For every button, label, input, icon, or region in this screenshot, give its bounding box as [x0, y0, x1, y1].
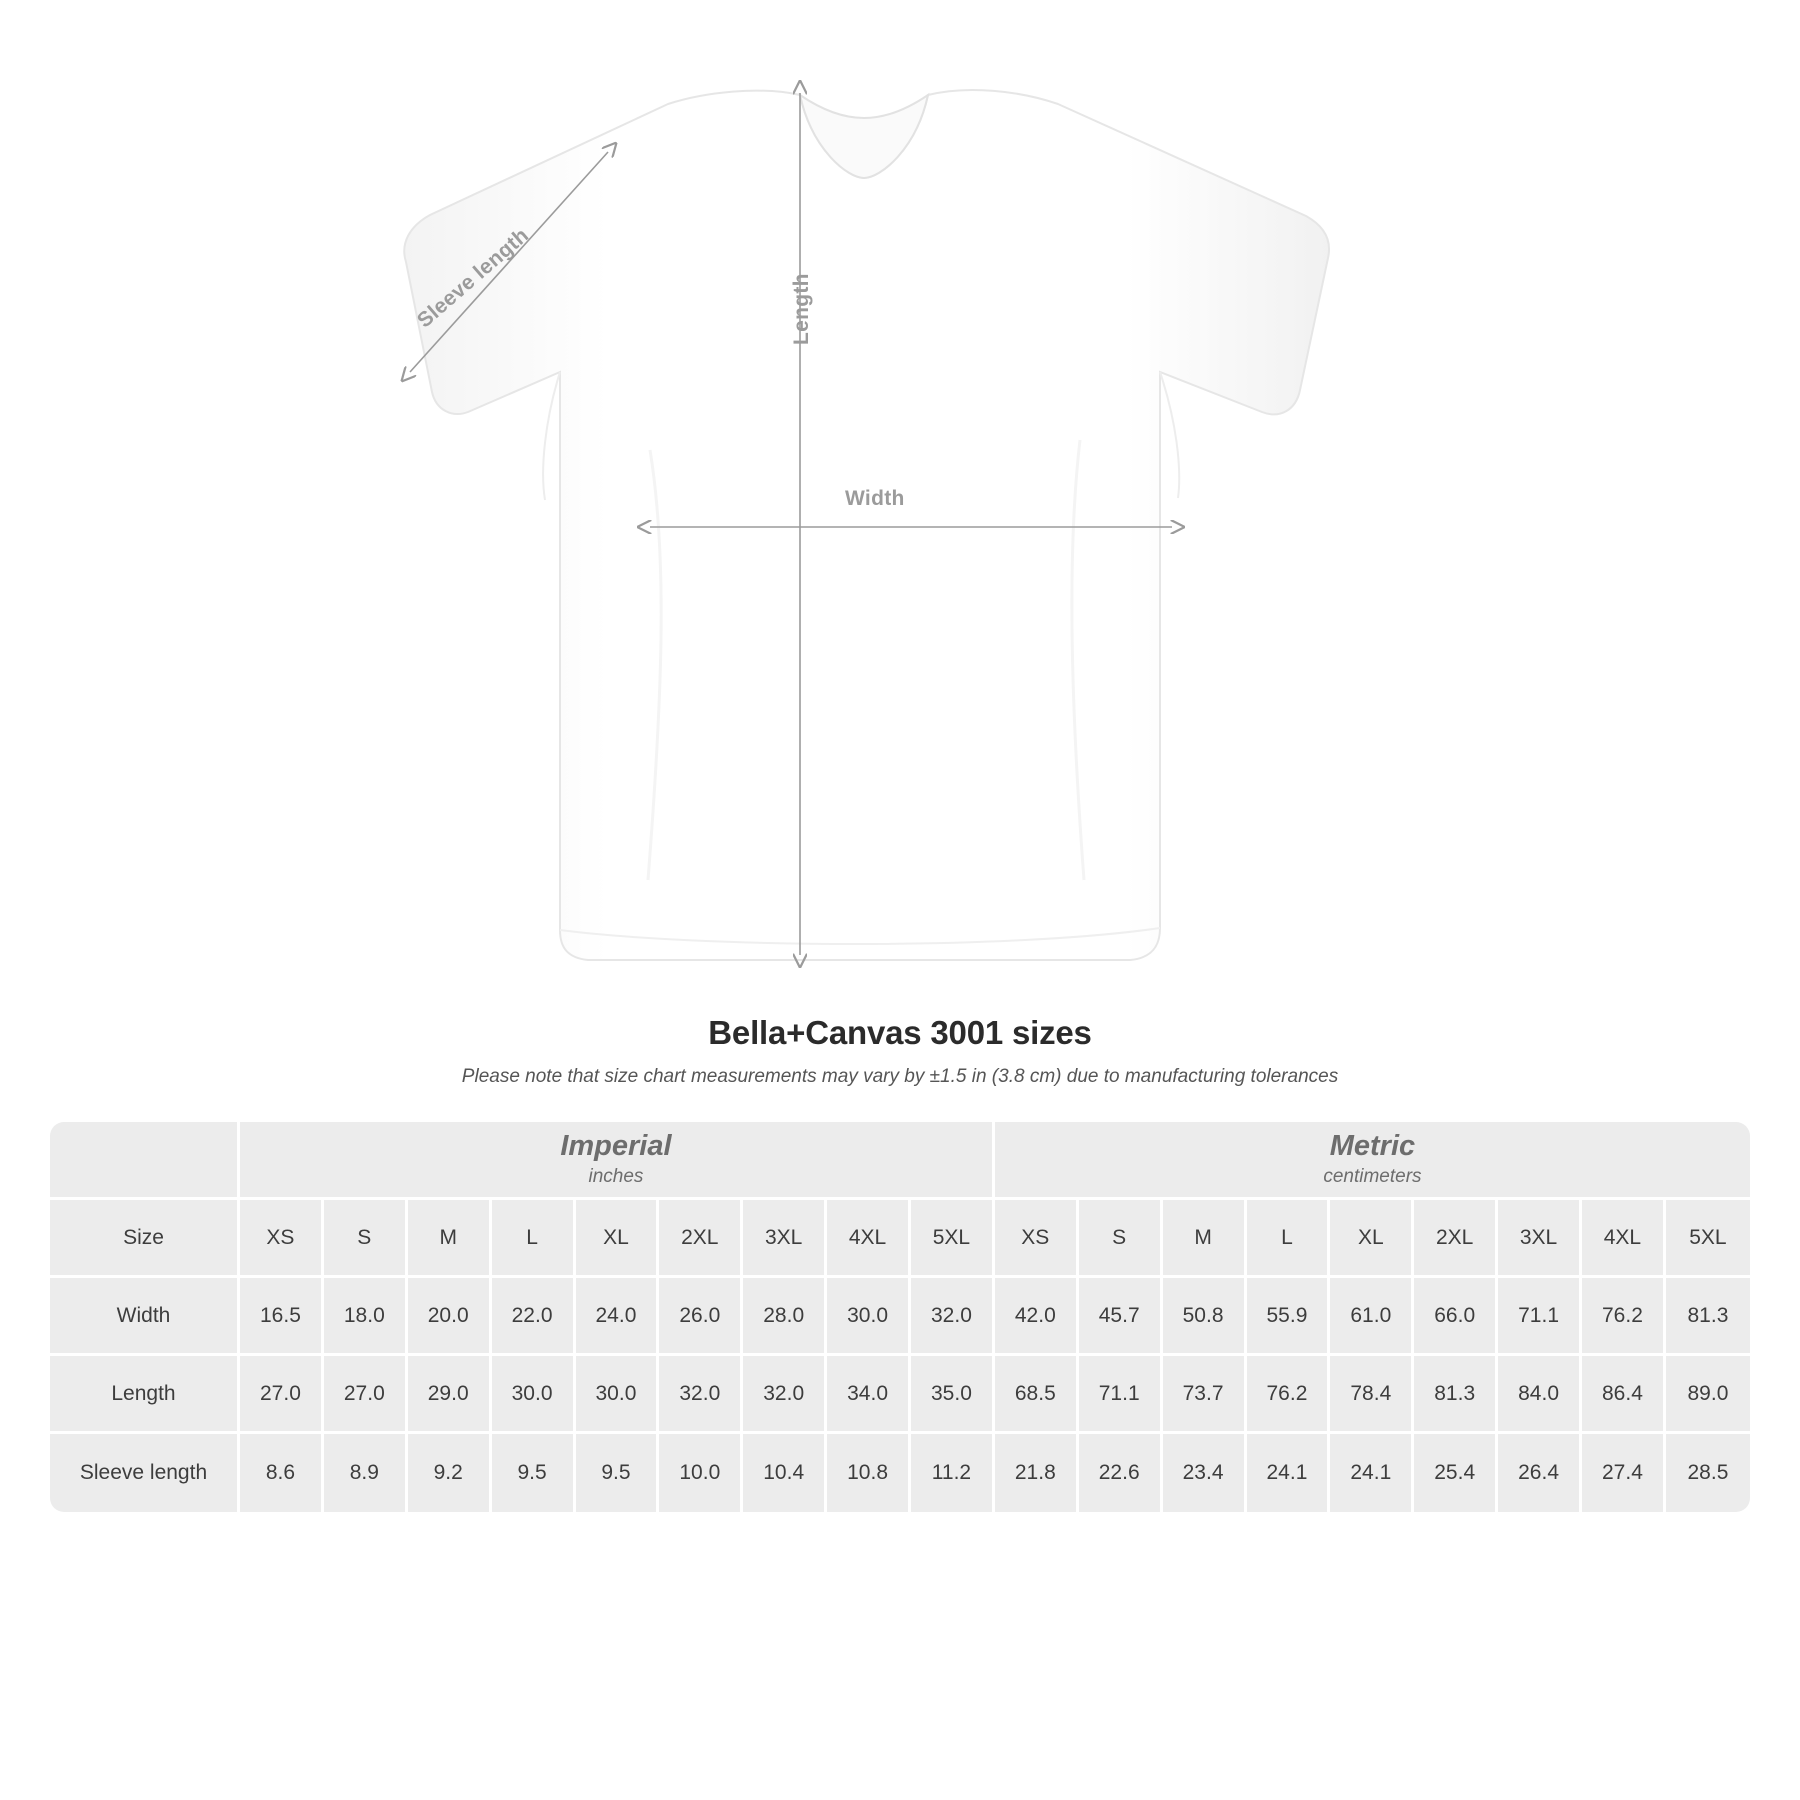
- size-header-row: [50, 1200, 1750, 1278]
- cell: 89.0: [1666, 1356, 1750, 1434]
- unit-group-imperial: [240, 1122, 995, 1200]
- cell: 25.4: [1414, 1434, 1498, 1512]
- table-row: [50, 1434, 1750, 1512]
- size-column-header: XL: [1330, 1200, 1414, 1278]
- row-label-sleeve-length: Sleeve length: [50, 1434, 240, 1512]
- unit-group-imperial-sub: inches: [588, 1166, 644, 1188]
- unit-group-imperial-name: Imperial: [560, 1130, 672, 1163]
- size-column-header: S: [324, 1200, 408, 1278]
- cell: 9.5: [576, 1434, 660, 1512]
- size-chart-table-wrap: [50, 1122, 1750, 1512]
- size-column-header: L: [492, 1200, 576, 1278]
- cell: 71.1: [1498, 1278, 1582, 1356]
- size-column-header: S: [1079, 1200, 1163, 1278]
- cell: 45.7: [1079, 1278, 1163, 1356]
- cell: 34.0: [827, 1356, 911, 1434]
- cell: 32.0: [911, 1278, 995, 1356]
- cell: 76.2: [1247, 1356, 1331, 1434]
- cell: 84.0: [1498, 1356, 1582, 1434]
- cell: 24.0: [576, 1278, 660, 1356]
- cell: 50.8: [1163, 1278, 1247, 1356]
- size-column-header: 4XL: [827, 1200, 911, 1278]
- size-column-header: L: [1247, 1200, 1331, 1278]
- title-block: [0, 1014, 1800, 1088]
- corner-cell: [50, 1122, 240, 1200]
- cell: 8.6: [240, 1434, 324, 1512]
- cell: 20.0: [408, 1278, 492, 1356]
- page-title: Bella+Canvas 3001 sizes: [708, 1014, 1092, 1051]
- cell: 22.6: [1079, 1434, 1163, 1512]
- size-column-header: M: [1163, 1200, 1247, 1278]
- cell: 18.0: [324, 1278, 408, 1356]
- cell: 30.0: [827, 1278, 911, 1356]
- tolerance-note: Please note that size chart measurements may vary by ±1.5 in (3.8 cm) due to manufacturing tolerances: [461, 1066, 1339, 1087]
- cell: 10.8: [827, 1434, 911, 1512]
- cell: 61.0: [1330, 1278, 1414, 1356]
- cell: 26.4: [1498, 1434, 1582, 1512]
- size-column-header: XL: [576, 1200, 660, 1278]
- cell: 21.8: [995, 1434, 1079, 1512]
- cell: 32.0: [743, 1356, 827, 1434]
- size-column-header: 2XL: [659, 1200, 743, 1278]
- cell: 23.4: [1163, 1434, 1247, 1512]
- length-dimension-label: Length: [790, 273, 813, 345]
- cell: 73.7: [1163, 1356, 1247, 1434]
- table-row: [50, 1356, 1750, 1434]
- size-column-header: 3XL: [743, 1200, 827, 1278]
- cell: 86.4: [1582, 1356, 1666, 1434]
- cell: 81.3: [1414, 1356, 1498, 1434]
- cell: 24.1: [1247, 1434, 1331, 1512]
- size-column-header: 2XL: [1414, 1200, 1498, 1278]
- size-column-header: 5XL: [1666, 1200, 1750, 1278]
- unit-header-row: [50, 1122, 1750, 1200]
- cell: 76.2: [1582, 1278, 1666, 1356]
- cell: 66.0: [1414, 1278, 1498, 1356]
- size-column-header: M: [408, 1200, 492, 1278]
- cell: 26.0: [659, 1278, 743, 1356]
- tshirt-shape: [404, 90, 1329, 960]
- cell: 81.3: [1666, 1278, 1750, 1356]
- cell: 27.0: [240, 1356, 324, 1434]
- cell: 9.5: [492, 1434, 576, 1512]
- width-dimension-label: Width: [845, 487, 905, 510]
- cell: 24.1: [1330, 1434, 1414, 1512]
- size-column-header: 4XL: [1582, 1200, 1666, 1278]
- table-row: [50, 1278, 1750, 1356]
- cell: 27.0: [324, 1356, 408, 1434]
- size-column-header: 5XL: [911, 1200, 995, 1278]
- cell: 42.0: [995, 1278, 1079, 1356]
- unit-group-metric: [995, 1122, 1750, 1200]
- cell: 8.9: [324, 1434, 408, 1512]
- cell: 68.5: [995, 1356, 1079, 1434]
- size-header-label: Size: [50, 1200, 240, 1278]
- cell: 32.0: [659, 1356, 743, 1434]
- cell: 30.0: [576, 1356, 660, 1434]
- cell: 71.1: [1079, 1356, 1163, 1434]
- cell: 10.0: [659, 1434, 743, 1512]
- cell: 10.4: [743, 1434, 827, 1512]
- cell: 28.0: [743, 1278, 827, 1356]
- cell: 55.9: [1247, 1278, 1331, 1356]
- cell: 29.0: [408, 1356, 492, 1434]
- cell: 35.0: [911, 1356, 995, 1434]
- cell: 27.4: [1582, 1434, 1666, 1512]
- cell: 78.4: [1330, 1356, 1414, 1434]
- size-column-header: 3XL: [1498, 1200, 1582, 1278]
- row-label-length: Length: [50, 1356, 240, 1434]
- unit-group-metric-name: Metric: [1329, 1130, 1416, 1163]
- size-chart-table: [50, 1122, 1750, 1512]
- cell: 22.0: [492, 1278, 576, 1356]
- cell: 28.5: [1666, 1434, 1750, 1512]
- size-column-header: XS: [995, 1200, 1079, 1278]
- cell: 16.5: [240, 1278, 324, 1356]
- unit-group-metric-sub: centimeters: [1323, 1166, 1422, 1188]
- sleeve-length-dimension-label: Sleeve length: [413, 223, 534, 333]
- cell: 30.0: [492, 1356, 576, 1434]
- row-label-width: Width: [50, 1278, 240, 1356]
- size-column-header: XS: [240, 1200, 324, 1278]
- cell: 9.2: [408, 1434, 492, 1512]
- cell: 11.2: [911, 1434, 995, 1512]
